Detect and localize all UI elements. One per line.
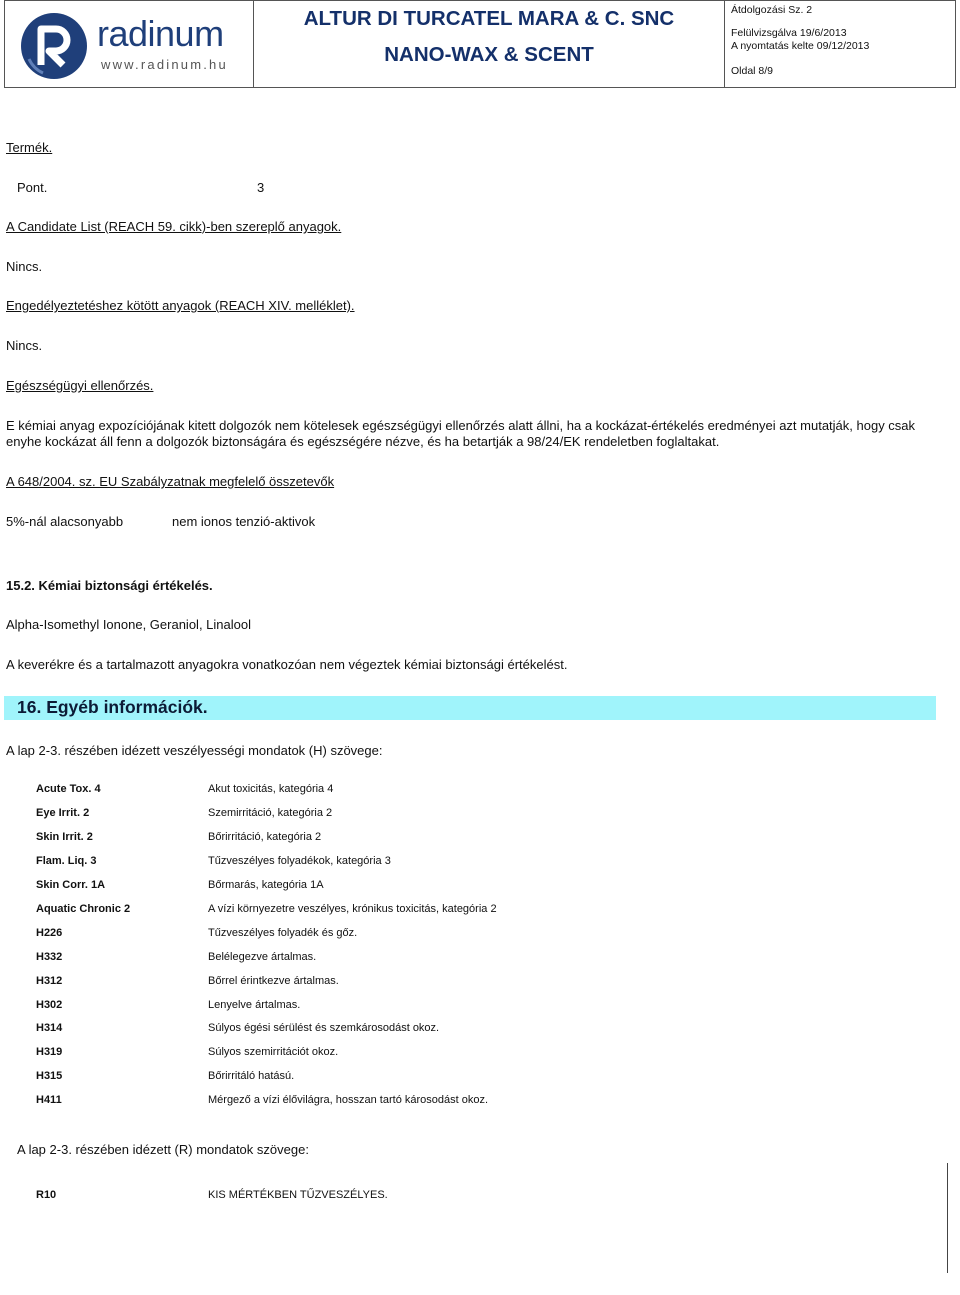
candidate-list-value: Nincs. xyxy=(6,259,43,274)
h-statement-text: A vízi környezetre veszélyes, krónikus toxicitás, kategória 2 xyxy=(208,903,497,915)
h-statement-code: Skin Corr. 1A xyxy=(36,879,106,891)
h-statement-code: H302 xyxy=(36,999,63,1011)
title-cell xyxy=(254,1,725,87)
h-statement-text: Bőrirritáló hatású. xyxy=(208,1070,295,1082)
h-statement-text: Tűzveszélyes folyadékok, kategória 3 xyxy=(208,855,391,867)
h-statement-text: Lenyelve ártalmas. xyxy=(208,999,301,1011)
logo-cell xyxy=(5,1,254,87)
authorisation-title: Engedélyeztetéshez kötött anyagok (REACH XIV. melléklet). xyxy=(6,298,355,313)
point-value: 3 xyxy=(257,180,265,195)
h-statement-text: Bőrirritáció, kategória 2 xyxy=(208,831,322,843)
page-edge-divider xyxy=(947,1163,948,1273)
r-statement-text: KIS MÉRTÉKBEN TŰZVESZÉLYES. xyxy=(208,1189,388,1201)
h-statement-code: H319 xyxy=(36,1046,63,1058)
h-statement-text: Mérgező a vízi élővilágra, hosszan tartó károsodást okoz. xyxy=(208,1094,489,1106)
print-date: A nyomtatás kelte 09/12/2013 xyxy=(731,40,870,52)
regulation-row-left: 5%-nál alacsonyabb xyxy=(6,514,124,529)
h-statement-text: Akut toxicitás, kategória 4 xyxy=(208,783,334,795)
brand-url: www.radinum.hu xyxy=(101,57,228,72)
h-statement-code: H314 xyxy=(36,1022,63,1034)
revision-number: Átdolgozási Sz. 2 xyxy=(731,4,813,16)
chem-safety-substances: Alpha-Isomethyl Ionone, Geraniol, Linalool xyxy=(6,617,251,632)
authorisation-value: Nincs. xyxy=(6,338,43,353)
h-statement-code: Aquatic Chronic 2 xyxy=(36,903,131,915)
h-statement-code: H315 xyxy=(36,1070,63,1082)
radinum-logo-icon xyxy=(19,11,89,81)
regulation-title: A 648/2004. sz. EU Szabályzatnak megfelelő összetevők xyxy=(6,474,335,489)
product-name: NANO-WAX & SCENT xyxy=(384,43,594,66)
product-label: Termék. xyxy=(6,140,53,155)
section-16-banner xyxy=(4,696,936,720)
h-statement-text: Súlyos szemirritációt okoz. xyxy=(208,1046,339,1058)
chem-safety-text: A keverékre és a tartalmazott anyagokra vonatkozóan nem végeztek kémiai biztonsági értékelést. xyxy=(6,657,568,672)
section-16-title: 16. Egyéb információk. xyxy=(17,697,208,717)
h-statement-code: H332 xyxy=(36,951,63,963)
h-statement-text: Tűzveszélyes folyadék és gőz. xyxy=(208,927,358,939)
page-number: Oldal 8/9 xyxy=(731,65,774,77)
h-statement-text: Bőrrel érintkezve ártalmas. xyxy=(208,975,339,987)
h-statement-code: H226 xyxy=(36,927,63,939)
h-statement-code: Eye Irrit. 2 xyxy=(36,807,90,819)
h-statement-text: Szemirritáció, kategória 2 xyxy=(208,807,333,819)
candidate-list-title: A Candidate List (REACH 59. cikk)-ben szereplő anyagok. xyxy=(6,219,342,234)
h-statement-code: Acute Tox. 4 xyxy=(36,783,101,795)
h-statement-text: Belélegezve ártalmas. xyxy=(208,951,317,963)
review-date: Felülvizsgálva 19/6/2013 xyxy=(731,27,847,39)
chem-safety-heading: 15.2. Kémiai biztonsági értékelés. xyxy=(6,578,213,593)
r-statement-code: R10 xyxy=(36,1189,57,1201)
info-cell xyxy=(725,1,955,87)
h-statement-text: Bőrmarás, kategória 1A xyxy=(208,879,324,891)
point-label: Pont. xyxy=(17,180,48,195)
h-statement-code: Skin Irrit. 2 xyxy=(36,831,93,843)
h-statement-code: H312 xyxy=(36,975,63,987)
document-header xyxy=(4,0,956,88)
h-statement-code: H411 xyxy=(36,1094,62,1106)
h-statements-intro: A lap 2-3. részében idézett veszélyességi mondatok (H) szövege: xyxy=(6,743,383,758)
h-statement-code: Flam. Liq. 3 xyxy=(36,855,97,867)
health-surveillance-text: E kémiai anyag expozíciójának kitett dolgozók nem kötelesek egészségügyi ellenőrzés alatt állni, ha a kockázat-értékelés eredményei azt mutatják, hogy csak enyhe kockázat áll fenn a dolgozók biztonságára és egészségére nézve, és ha betartják a 98/24/EK rendeletben foglaltakat. xyxy=(6,418,916,449)
company-name: ALTUR DI TURCATEL MARA & C. SNC xyxy=(303,7,675,30)
brand-name: radinum xyxy=(97,13,224,54)
r-statements-intro: A lap 2-3. részében idézett (R) mondatok szövege: xyxy=(17,1142,309,1157)
h-statement-text: Súlyos égési sérülést és szemkárosodást okoz. xyxy=(208,1022,440,1034)
regulation-row-right: nem ionos tenzió-aktivok xyxy=(172,514,316,529)
health-surveillance-title: Egészségügyi ellenőrzés. xyxy=(6,378,154,393)
